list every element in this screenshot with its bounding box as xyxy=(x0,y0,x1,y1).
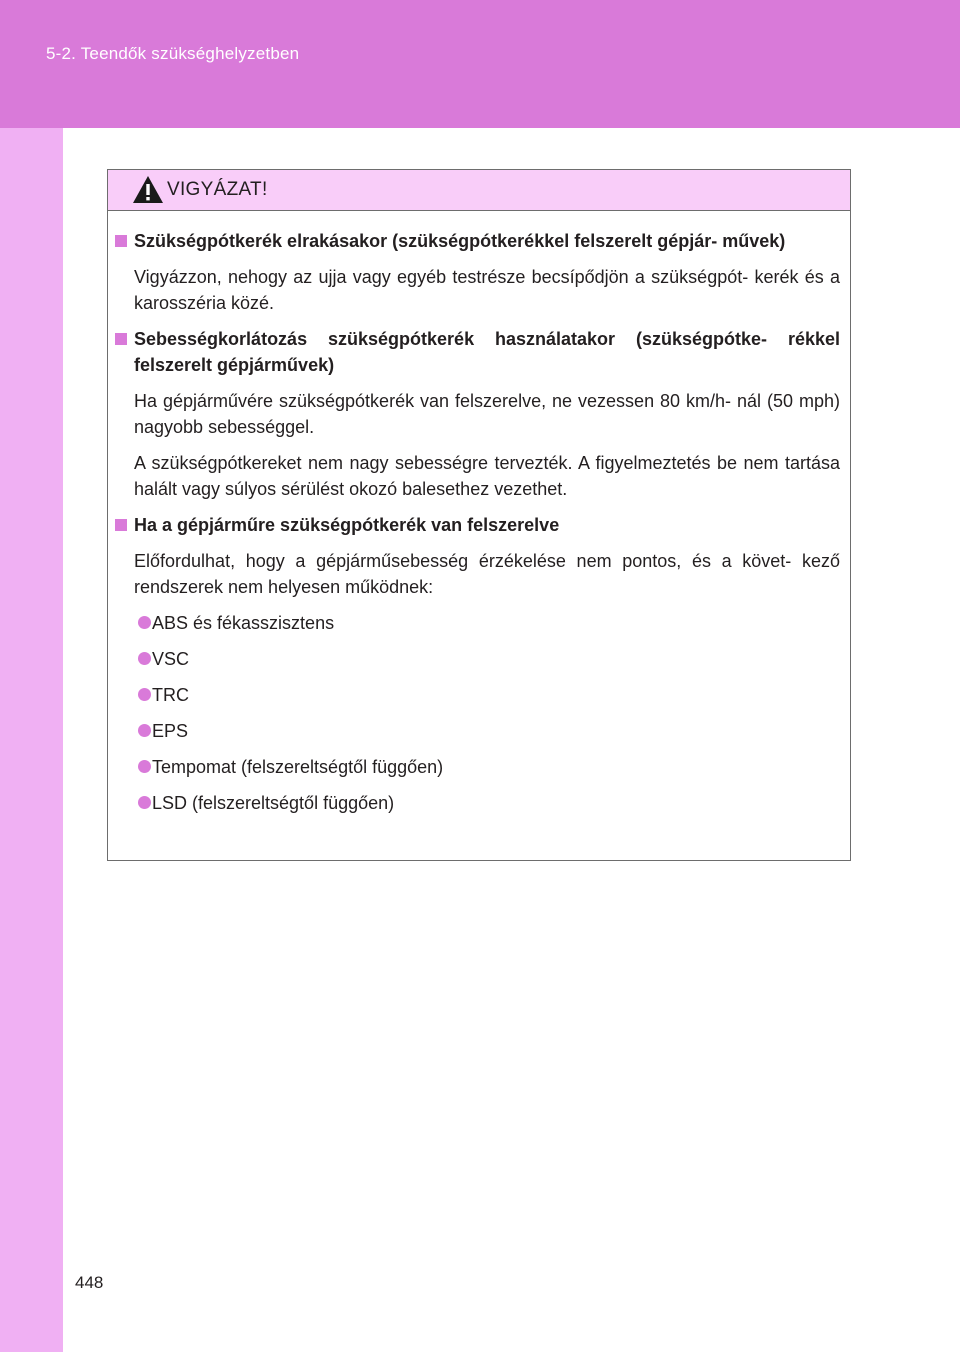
caution-paragraph: Ha gépjárművére szükségpótkerék van felszerelve, ne vezessen 80 km/h- nál (50 mph) nagyobb sebességgel. xyxy=(134,391,840,437)
caution-title: VIGYÁZAT! xyxy=(167,179,268,200)
caution-heading-text: Ha a gépjárműre szükségpótkerék van felszerelve xyxy=(134,515,560,535)
list-item-text: VSC xyxy=(152,649,190,669)
list-item-text: Tempomat (felszereltségtől függően) xyxy=(152,757,444,777)
round-bullet-icon xyxy=(138,760,151,773)
caution-heading xyxy=(108,512,840,538)
page-number: 448 xyxy=(75,1273,104,1292)
round-bullet-icon xyxy=(138,652,151,665)
caution-paragraph: Előfordulhat, hogy a gépjárműsebesség érzékelése nem pontos, és a követ- kező rendszerek nem helyesen működnek: xyxy=(134,551,840,597)
round-bullet-icon xyxy=(138,796,151,809)
caution-heading xyxy=(108,228,840,254)
section-title: 5-2. Teendők szükséghelyzetben xyxy=(46,44,300,63)
square-bullet-icon xyxy=(115,333,127,345)
round-bullet-icon xyxy=(138,724,151,737)
header-band xyxy=(0,0,960,128)
caution-body xyxy=(108,211,850,816)
list-item-text: TRC xyxy=(152,685,189,705)
caution-paragraph: A szükségpótkereket nem nagy sebességre tervezték. A figyelmeztetés be nem tartása halált vagy súlyos sérülést okozó balesethez vezethet. xyxy=(134,453,840,499)
round-bullet-icon xyxy=(138,616,151,629)
caution-heading-text: Szükségpótkerék elrakásakor (szükségpótkerékkel felszerelt gépjár- művek) xyxy=(134,231,786,251)
side-band xyxy=(0,128,63,1352)
list-item xyxy=(108,790,840,816)
list-item-text: LSD (felszereltségtől függően) xyxy=(152,793,395,813)
list-item xyxy=(108,610,840,636)
caution-heading xyxy=(108,326,840,378)
square-bullet-icon xyxy=(115,519,127,531)
list-item xyxy=(108,718,840,744)
list-item-text: EPS xyxy=(152,721,189,741)
list-item xyxy=(108,646,840,672)
warning-triangle-icon xyxy=(132,175,164,204)
caution-heading-text: Sebességkorlátozás szükségpótkerék használatakor (szükségpótke- rékkel felszerelt gépjárművek) xyxy=(134,329,840,375)
caution-box xyxy=(107,169,851,861)
list-item xyxy=(108,682,840,708)
caution-header xyxy=(108,170,850,211)
square-bullet-icon xyxy=(115,235,127,247)
list-item xyxy=(108,754,840,780)
list-item-text: ABS és fékasszisztens xyxy=(152,613,335,633)
round-bullet-icon xyxy=(138,688,151,701)
caution-paragraph: Vigyázzon, nehogy az ujja vagy egyéb testrésze becsípődjön a szükségpót- kerék és a karosszéria közé. xyxy=(134,267,840,313)
